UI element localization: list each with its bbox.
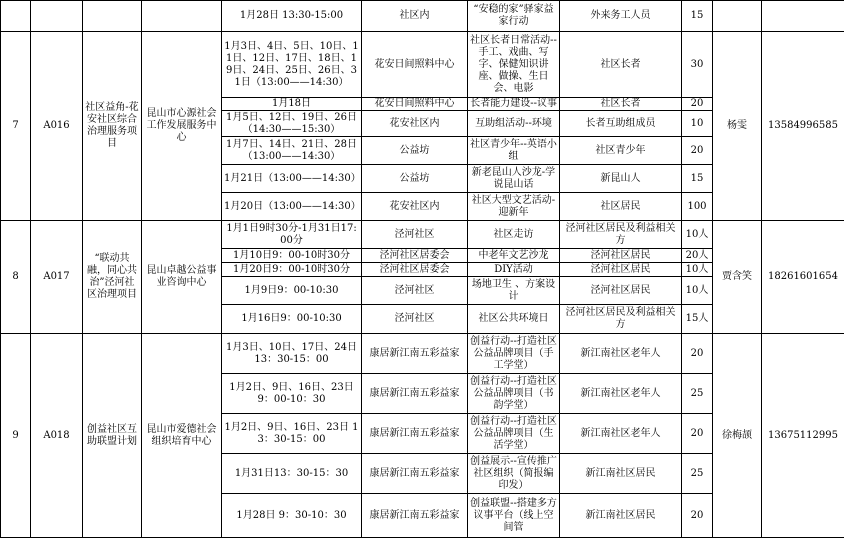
time-cell: 1月16日9：00-10:30	[222, 305, 362, 334]
time-cell: 1月31日13：30-15：30	[222, 454, 362, 494]
activity-cell: 创益行动--打造社区公益品牌项目（手工学堂）	[468, 334, 560, 374]
count-cell: 20	[682, 494, 713, 538]
target-cell: 外来务工人员	[560, 1, 682, 32]
table-row	[1, 32, 844, 98]
table-row	[1, 221, 844, 249]
time-cell: 1月20日（13:00——14:30）	[222, 193, 362, 221]
activity-cell: 互助组活动--环境	[468, 111, 560, 137]
activity-cell: 创益展示--宣传推广社区组织（简报编印发）	[468, 454, 560, 494]
count-cell: 30	[682, 32, 713, 98]
venue-cell: 泾河社区	[362, 305, 468, 334]
count-cell: 10人	[682, 221, 713, 249]
count-cell: 20人	[682, 249, 713, 263]
time-cell: 1月3日、10日、17日、24日 13：30-15：00	[222, 334, 362, 374]
cell-empty	[83, 1, 142, 32]
time-cell: 1月18日	[222, 98, 362, 111]
venue-cell: 泾河社区	[362, 277, 468, 305]
venue-cell: 康居新江南五彩益家	[362, 494, 468, 538]
project-id: A016	[31, 32, 83, 221]
count-cell: 20	[682, 137, 713, 165]
organization: 昆山市心源社会工作发展服务中心	[142, 32, 222, 221]
count-cell: 100	[682, 193, 713, 221]
activity-cell: 长者能力建设--议事	[468, 98, 560, 111]
target-cell: 新江南社区居民	[560, 494, 682, 538]
target-cell: 新江南社区老年人	[560, 414, 682, 454]
venue-cell: 康居新江南五彩益家	[362, 414, 468, 454]
activity-cell: DIY活动	[468, 263, 560, 277]
target-cell: 泾河社区居民	[560, 277, 682, 305]
contact-person: 杨雯	[713, 32, 762, 221]
activity-cell: 社区公共环境日	[468, 305, 560, 334]
organization: 昆山卓越公益事业咨询中心	[142, 221, 222, 334]
venue-cell: 泾河社区	[362, 221, 468, 249]
venue-cell: 康居新江南五彩益家	[362, 374, 468, 414]
activity-cell: 社区长者日常活动--手工、戏曲、写字、保健知识讲座、做操、生日会、电影	[468, 32, 560, 98]
project-name: 创益社区互助联盟计划	[83, 334, 142, 538]
target-cell: 泾河社区居民及利益相关方	[560, 305, 682, 334]
count-cell: 10人	[682, 277, 713, 305]
contact-person: 徐梅颉	[713, 334, 762, 538]
count-cell: 10	[682, 111, 713, 137]
time-cell: 1月28日 9：30-10：30	[222, 494, 362, 538]
venue-cell: 公益坊	[362, 165, 468, 193]
target-cell: 长者互助组成员	[560, 111, 682, 137]
time-cell: 1月20日9：00-10时30分	[222, 263, 362, 277]
count-cell: 20	[682, 414, 713, 454]
venue-cell: 社区内	[362, 1, 468, 32]
venue-cell: 花安日间照料中心	[362, 32, 468, 98]
activity-cell: 创益行动--打造社区公益品牌项目（书韵学堂）	[468, 374, 560, 414]
time-cell: 1月1日9时30分-1月31日17:00分	[222, 221, 362, 249]
row-number: 8	[1, 221, 31, 334]
count-cell: 25	[682, 374, 713, 414]
cell-empty	[1, 1, 31, 32]
project-id: A017	[31, 221, 83, 334]
cell-empty	[142, 1, 222, 32]
table-row	[1, 1, 844, 32]
count-cell: 20	[682, 334, 713, 374]
time-cell: 1月28日 13:30-15:00	[222, 1, 362, 32]
time-cell: 1月2日、9日、16日、23日 13：30-15：00	[222, 414, 362, 454]
target-cell: 社区居民	[560, 193, 682, 221]
cell-empty	[762, 1, 844, 32]
target-cell: 泾河社区居民	[560, 249, 682, 263]
activity-cell: 新老昆山人沙龙-学说昆山话	[468, 165, 560, 193]
count-cell: 20	[682, 98, 713, 111]
cell-empty	[713, 1, 762, 32]
venue-cell: 康居新江南五彩益家	[362, 454, 468, 494]
contact-phone: 13675112995	[762, 334, 844, 538]
target-cell: 社区长者	[560, 32, 682, 98]
target-cell: 新江南社区居民	[560, 454, 682, 494]
count-cell: 15人	[682, 305, 713, 334]
project-name: 社区益角-花安社区综合治理服务项目	[83, 32, 142, 221]
activity-cell: 场地卫生 、方案设计	[468, 277, 560, 305]
contact-phone: 18261601654	[762, 221, 844, 334]
project-id: A018	[31, 334, 83, 538]
organization: 昆山市爱德社会组织培育中心	[142, 334, 222, 538]
time-cell: 1月10日9：00-10时30分	[222, 249, 362, 263]
activity-cell: 社区走访	[468, 221, 560, 249]
time-cell: 1月9日9：00-10:30	[222, 277, 362, 305]
venue-cell: 康居新江南五彩益家	[362, 334, 468, 374]
venue-cell: 花安社区内	[362, 111, 468, 137]
target-cell: 新江南社区老年人	[560, 334, 682, 374]
activity-cell: 创益行动--打造社区公益品牌项目（生活学堂）	[468, 414, 560, 454]
target-cell: 泾河社区居民及利益相关方	[560, 221, 682, 249]
cell-empty	[31, 1, 83, 32]
time-cell: 1月21日（13:00——14:30）	[222, 165, 362, 193]
table-row	[1, 334, 844, 374]
activity-cell: 中老年文艺沙龙	[468, 249, 560, 263]
venue-cell: 泾河社区居委会	[362, 249, 468, 263]
activity-cell: 创益联盟--搭建多方议事平台（线上空间管	[468, 494, 560, 538]
activity-cell: “安稳的家”驿家益家行动	[468, 1, 560, 32]
target-cell: 泾河社区居民	[560, 263, 682, 277]
venue-cell: 公益坊	[362, 137, 468, 165]
project-name: “联动共融，同心共治”泾河社区治理项目	[83, 221, 142, 334]
target-cell: 社区长者	[560, 98, 682, 111]
count-cell: 15	[682, 165, 713, 193]
venue-cell: 泾河社区居委会	[362, 263, 468, 277]
row-number: 7	[1, 32, 31, 221]
activity-cell: 社区大型文艺活动-迎新年	[468, 193, 560, 221]
venue-cell: 花安日间照料中心	[362, 98, 468, 111]
target-cell: 社区青少年	[560, 137, 682, 165]
count-cell: 15	[682, 1, 713, 32]
time-cell: 1月2日、9日、16日、23日 9：00-10：30	[222, 374, 362, 414]
activity-cell: 社区青少年--英语小组	[468, 137, 560, 165]
target-cell: 新江南社区老年人	[560, 374, 682, 414]
time-cell: 1月7日、14日、21日、28日（13:00——14:30）	[222, 137, 362, 165]
target-cell: 新昆山人	[560, 165, 682, 193]
contact-person: 贾含笑	[713, 221, 762, 334]
count-cell: 10人	[682, 263, 713, 277]
count-cell: 25	[682, 454, 713, 494]
row-number: 9	[1, 334, 31, 538]
time-cell: 1月3日、4日、5日、10日、11日、12日、17日、18日、19日、24日、25日、26日、31日（13:00——14:30）	[222, 32, 362, 98]
venue-cell: 花安社区内	[362, 193, 468, 221]
time-cell: 1月5日、12日、19日、26日（14:30——15:30）	[222, 111, 362, 137]
contact-phone: 13584996585	[762, 32, 844, 221]
